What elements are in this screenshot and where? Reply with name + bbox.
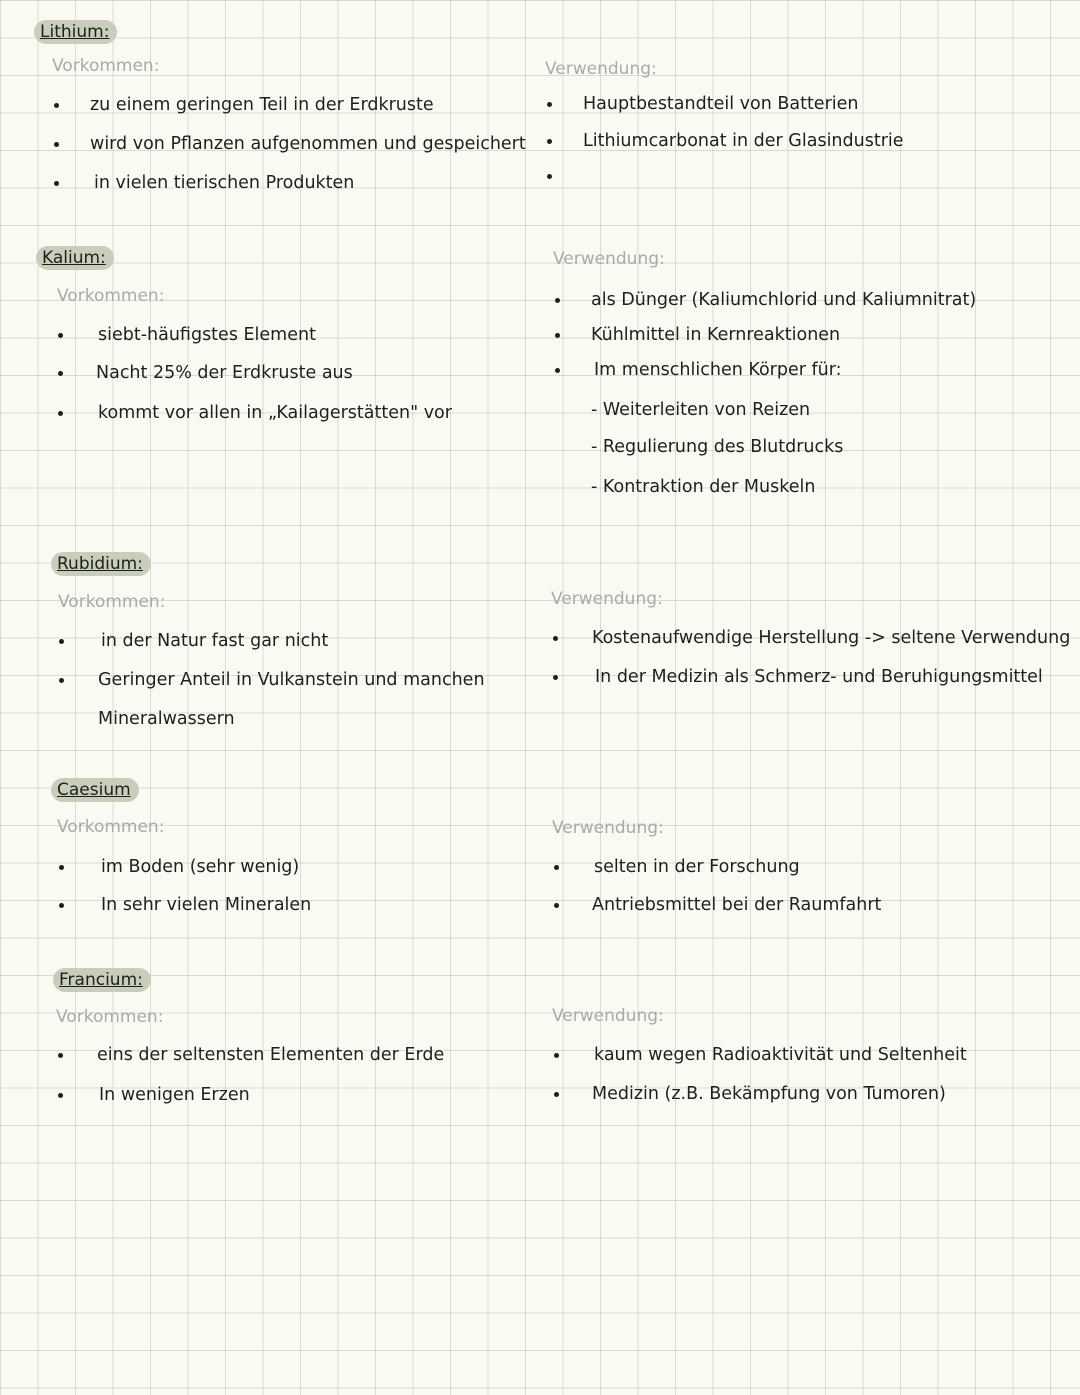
occurrence-label: Vorkommen: [57,817,165,837]
use-subitem: - Regulierung des Blutdrucks [591,437,844,457]
use-subitem: - Kontraktion der Muskeln [591,477,816,497]
heading-rubidium: Rubidium: [51,552,151,576]
bullet-icon [54,142,59,147]
bullet-icon [59,639,64,644]
bullet-icon [553,636,558,641]
use-label: Verwendung: [552,1006,664,1026]
use-label: Verwendung: [545,59,657,79]
heading-lithium: Lithium: [34,20,117,44]
occurrence-label: Vorkommen: [52,56,160,76]
bullet-icon [554,1092,559,1097]
bullet-icon [555,333,560,338]
occurrence-label: Vorkommen: [58,592,166,612]
bullet-icon [553,675,558,680]
heading-caesium: Caesium [51,778,139,802]
bullet-icon [54,181,59,186]
heading-francium: Francium: [53,968,151,992]
bullet-icon [547,174,552,179]
bullet-icon [547,139,552,144]
bullet-icon [58,1053,63,1058]
use-label: Verwendung: [553,249,665,269]
use-label: Verwendung: [552,818,664,838]
bullet-icon [59,678,64,683]
bullet-icon [58,371,63,376]
bullet-icon [547,102,552,107]
bullet-icon [554,903,559,908]
occurrence-label: Vorkommen: [56,1007,164,1027]
bullet-icon [54,103,59,108]
bullet-icon [555,298,560,303]
occurrence-label: Vorkommen: [57,286,165,306]
bullet-icon [59,903,64,908]
use-subitem: - Weiterleiten von Reizen [591,400,811,420]
bullet-icon [555,368,560,373]
bullet-icon [59,865,64,870]
bullet-icon [554,1053,559,1058]
bullet-icon [58,411,63,416]
bullet-icon [554,865,559,870]
bullet-icon [58,1093,63,1098]
heading-kalium: Kalium: [36,246,114,270]
use-label: Verwendung: [551,589,663,609]
bullet-icon [58,333,63,338]
